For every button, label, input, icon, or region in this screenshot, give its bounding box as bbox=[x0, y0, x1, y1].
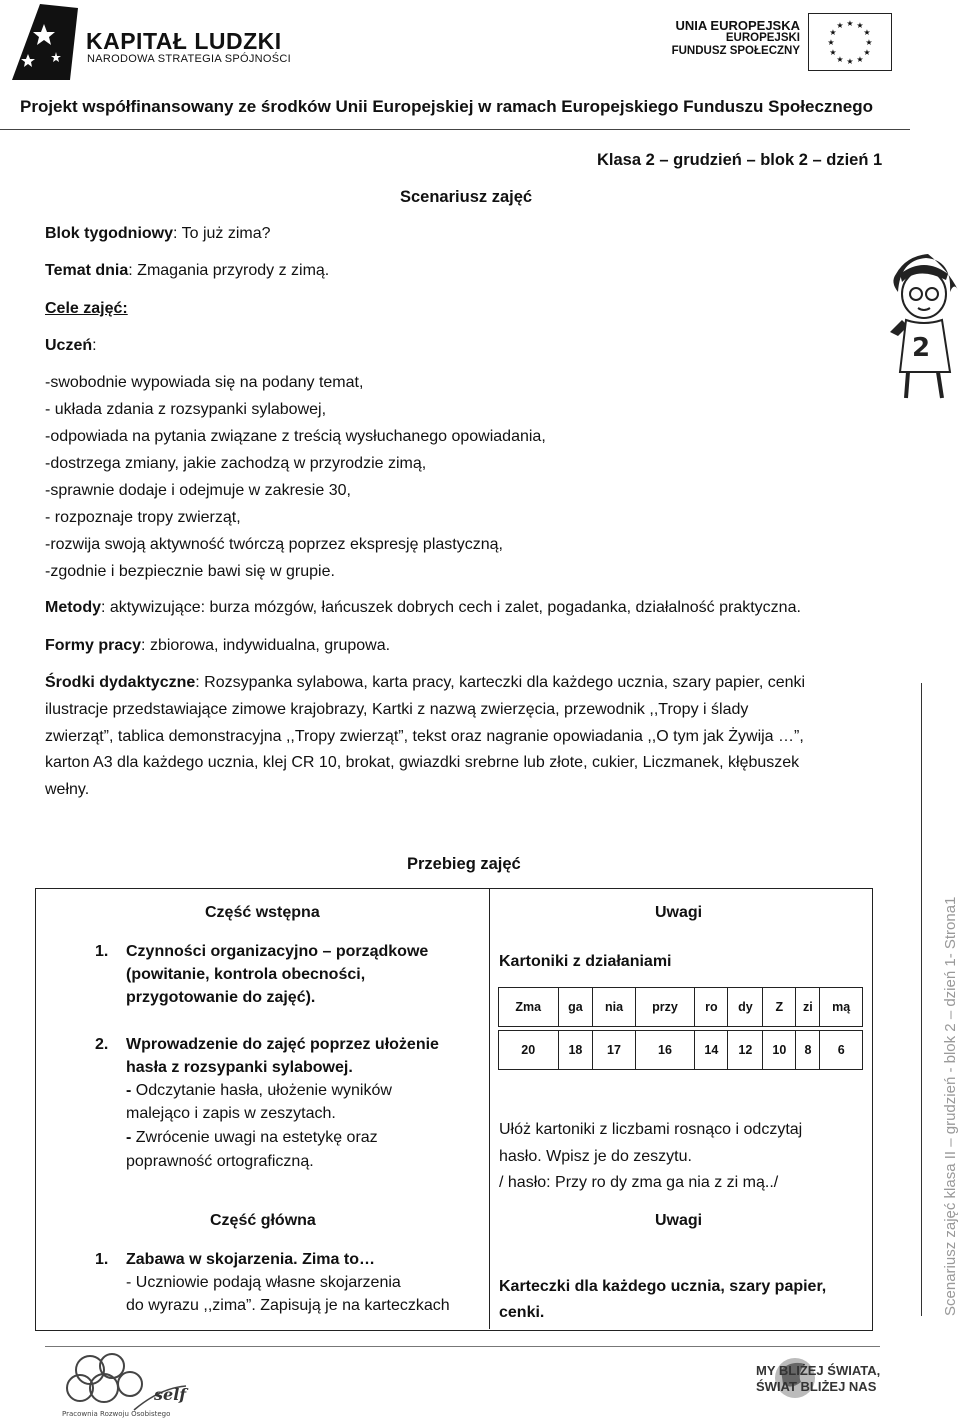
number-cell: 14 bbox=[695, 1031, 728, 1070]
topic-label: Temat dnia bbox=[45, 262, 129, 279]
student-colon: : bbox=[92, 337, 97, 354]
eu-line-2: EUROPEJSKI bbox=[725, 32, 800, 44]
goal-item: -dostrzega zmiany, jakie zachodzą w przyrodzie zimą, bbox=[45, 455, 427, 472]
forms-line bbox=[45, 636, 390, 656]
syllable-cell: dy bbox=[728, 988, 763, 1027]
syllable-row bbox=[499, 988, 863, 1027]
forms-label: Formy pracy bbox=[45, 637, 142, 654]
mascot-number: 2 bbox=[912, 333, 931, 363]
footer-slogan-line: ŚWIAT BLIŻEJ NAS bbox=[756, 1379, 877, 1394]
number-cell: 20 bbox=[499, 1031, 559, 1070]
side-page-label: Scenariusz zajęć klasa II – grudzień - blok 2 – dzień 1- Strona1 bbox=[942, 896, 959, 1316]
svg-text:★: ★ bbox=[856, 55, 864, 64]
number-cell: 16 bbox=[635, 1031, 695, 1070]
goals-label: Cele zajęć: bbox=[45, 300, 128, 317]
topic-value: : Zmagania przyrody z zimą. bbox=[128, 262, 330, 279]
item1-line: przygotowanie do zajęć). bbox=[126, 989, 316, 1006]
number-cell: 10 bbox=[763, 1031, 796, 1070]
svg-text:★: ★ bbox=[856, 21, 864, 30]
methods-value: : aktywizujące: burza mózgów, łańcuszek dobrych cech i zalet, pogadanka, działalność praktyczna. bbox=[101, 599, 801, 616]
item2-number: 2. bbox=[95, 1036, 109, 1053]
goal-item: -rozwija swoją aktywność twórczą poprzez ekspresję plastyczną, bbox=[45, 536, 503, 553]
number-cell: 6 bbox=[820, 1031, 863, 1070]
remarks-header-2: Uwagi bbox=[655, 1212, 703, 1229]
syllable-cell: ro bbox=[695, 988, 728, 1027]
means-line-3: zwierząt”, tablica demonstracyjna ,,Tropy zwierząt”, tekst oraz nagranie opowiadania ,,O tym jak Żywija …”, bbox=[45, 728, 804, 745]
course-title: Przebieg zajęć bbox=[407, 855, 521, 873]
svg-text:★: ★ bbox=[829, 28, 837, 37]
svg-text:★: ★ bbox=[863, 48, 871, 57]
student-line bbox=[45, 336, 97, 356]
means-value: : Rozsypanka sylabowa, karta pracy, karteczki dla każdego ucznia, szary papier, cenki bbox=[195, 674, 806, 691]
item1-line: (powitanie, kontrola obecności, bbox=[126, 966, 366, 983]
svg-text:★: ★ bbox=[863, 28, 871, 37]
number-cell: 17 bbox=[593, 1031, 635, 1070]
goal-item: -swobodnie wypowiada się na podany temat, bbox=[45, 374, 364, 391]
means-line-4: karton A3 dla każdego ucznia, klej CR 10, brokat, gwiazdki srebrne lub złote, cukier, Liczmanek, kłębuszek bbox=[45, 754, 800, 771]
means-line-1 bbox=[45, 673, 805, 693]
student-label: Uczeń bbox=[45, 337, 93, 354]
task-line: / hasło: Przy ro dy zma ga nia z zi mą../ bbox=[499, 1174, 779, 1191]
logo-subtitle: NARODOWA STRATEGIA SPÓJNOŚCI bbox=[87, 53, 291, 65]
project-line: Projekt współfinansowany ze środków Unii Europejskiej w ramach Europejskiego Funduszu Społecznego bbox=[20, 97, 874, 116]
eu-line-3: FUNDUSZ SPOŁECZNY bbox=[671, 45, 800, 57]
svg-text:★: ★ bbox=[846, 19, 854, 28]
svg-text:★: ★ bbox=[846, 57, 854, 66]
item2-line: poprawność ortograficzną. bbox=[126, 1153, 314, 1170]
syllable-cell: Z bbox=[763, 988, 796, 1027]
item2-line: malejąco i zapis w zeszytach. bbox=[126, 1105, 336, 1122]
self-logo-caption: Pracownia Rozwoju Osobistego bbox=[62, 1410, 171, 1418]
number-row bbox=[499, 1031, 863, 1070]
eu-caption bbox=[640, 19, 800, 58]
syllable-cell: nia bbox=[593, 988, 635, 1027]
item2-line: hasła z rozsypanki sylabowej. bbox=[126, 1059, 353, 1076]
footer-slogan-line: MY BLIŻEJ ŚWIATA, bbox=[756, 1363, 881, 1378]
task-line: hasło. Wpisz je do zeszytu. bbox=[499, 1148, 692, 1165]
methods-line bbox=[45, 598, 801, 618]
svg-text:★: ★ bbox=[836, 21, 844, 30]
mascot-illustration bbox=[888, 252, 960, 402]
item2-line: - Odczytanie hasła, ułożenie wyników bbox=[126, 1082, 392, 1099]
footer-slogan bbox=[756, 1363, 880, 1395]
forms-value: : zbiorowa, indywidualna, grupowa. bbox=[141, 637, 391, 654]
item2-line: Wprowadzenie do zajęć poprzez ułożenie bbox=[126, 1036, 439, 1053]
means-line-2: ilustracje przedstawiające zimowe krajobrazy, Kartki z nazwą zwierzęcia, przewodnik ,,Tropy i ślady bbox=[45, 701, 749, 718]
block-line bbox=[45, 224, 271, 244]
self-logo-text: self bbox=[154, 1385, 187, 1404]
number-cell: 8 bbox=[796, 1031, 820, 1070]
svg-text:★: ★ bbox=[865, 38, 873, 47]
block-label: Blok tygodniowy bbox=[45, 225, 173, 242]
goal-item: -odpowiada na pytania związane z treścią wysłuchanego opowiadania, bbox=[45, 428, 546, 445]
svg-text:★: ★ bbox=[829, 48, 837, 57]
svg-text:★: ★ bbox=[827, 38, 835, 47]
main-header: Część główna bbox=[210, 1212, 316, 1229]
syllable-cell: mą bbox=[820, 988, 863, 1027]
cards-title: Kartoniki z działaniami bbox=[499, 953, 672, 970]
cards2-line: Karteczki dla każdego ucznia, szary papier, bbox=[499, 1278, 827, 1295]
goal-item: -sprawnie dodaje i odejmuje w zakresie 30, bbox=[45, 482, 351, 499]
eu-flag-icon bbox=[808, 13, 892, 71]
scenario-title: Scenariusz zajęć bbox=[400, 188, 533, 206]
class-info: Klasa 2 – grudzień – blok 2 – dzień 1 bbox=[597, 151, 883, 169]
logo-title: KAPITAŁ LUDZKI bbox=[86, 28, 282, 54]
syllable-cell: zi bbox=[796, 988, 820, 1027]
table-column-divider bbox=[489, 888, 490, 1329]
cards2-line: cenki. bbox=[499, 1304, 545, 1321]
main1-line: do wyrazu ,,zima”. Zapisują je na karteczkach bbox=[126, 1297, 450, 1314]
kapital-ludzki-logo bbox=[10, 2, 80, 82]
goal-item: - rozpoznaje tropy zwierząt, bbox=[45, 509, 241, 526]
number-cell: 12 bbox=[728, 1031, 763, 1070]
goal-item: -zgodnie i bezpiecznie bawi się w grupie. bbox=[45, 563, 335, 580]
goal-item: - układa zdania z rozsypanki sylabowej, bbox=[45, 401, 327, 418]
syllable-cell: ga bbox=[558, 988, 593, 1027]
svg-text:★: ★ bbox=[836, 55, 844, 64]
eu-line-1: UNIA EUROPEJSKA bbox=[675, 18, 800, 33]
footer-divider bbox=[45, 1346, 880, 1347]
main1-line: Zabawa w skojarzenia. Zima to… bbox=[126, 1251, 375, 1268]
syllable-cell: Zma bbox=[499, 988, 559, 1027]
means-label: Środki dydaktyczne bbox=[45, 674, 196, 691]
intro-header: Część wstępna bbox=[205, 904, 320, 921]
syllable-cell: przy bbox=[635, 988, 695, 1027]
topic-line bbox=[45, 261, 329, 281]
task-line: Ułóż kartoniki z liczbami rosnąco i odczytaj bbox=[499, 1121, 803, 1138]
block-value: : To już zima? bbox=[173, 225, 271, 242]
means-line-5: wełny. bbox=[45, 781, 90, 798]
self-logo bbox=[50, 1348, 200, 1420]
side-divider bbox=[921, 683, 922, 1316]
number-cell: 18 bbox=[558, 1031, 593, 1070]
item1-number: 1. bbox=[95, 943, 109, 960]
main1-number: 1. bbox=[95, 1251, 109, 1268]
methods-label: Metody bbox=[45, 599, 101, 616]
item2-line: - Zwrócenie uwagi na estetykę oraz bbox=[126, 1129, 378, 1146]
item1-line: Czynności organizacyjno – porządkowe bbox=[126, 943, 429, 960]
syllable-number-table bbox=[498, 987, 863, 1070]
main1-line: - Uczniowie podają własne skojarzenia bbox=[126, 1274, 401, 1291]
header-divider bbox=[0, 129, 910, 130]
remarks-header: Uwagi bbox=[655, 904, 703, 921]
